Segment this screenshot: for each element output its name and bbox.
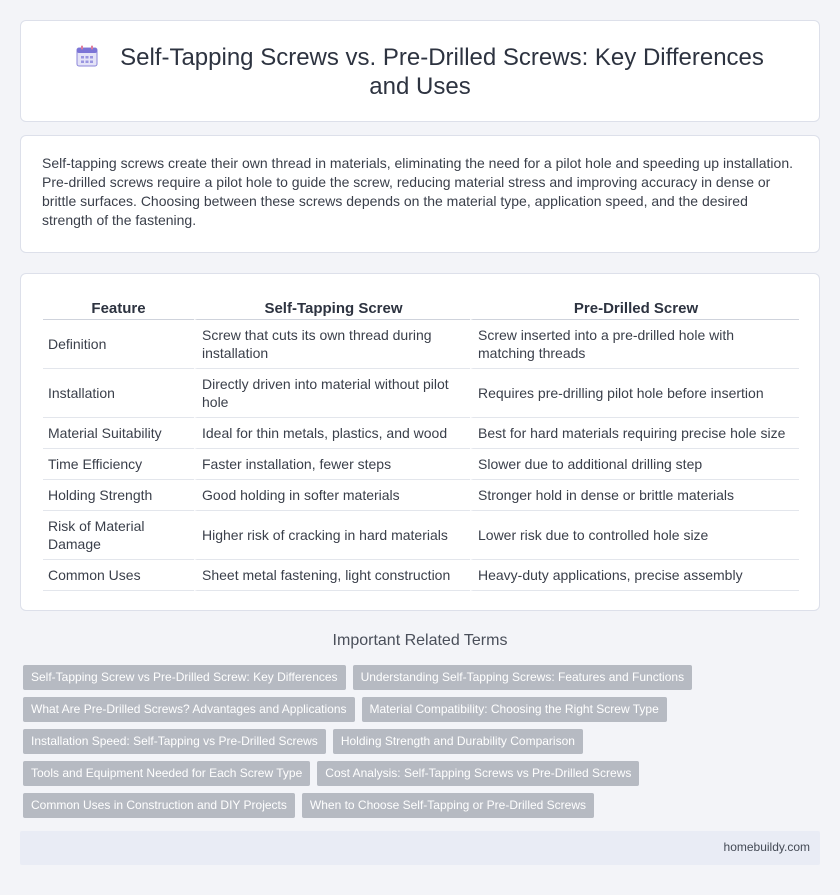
- intro-text: Self-tapping screws create their own thread in materials, eliminating the need for a pilot hole and speeding up installation. Pre-drilled screws require a pilot hole to guide the screw, reducing material stress and improving accuracy in dense or brittle surfaces. Choosing between these screws depends on the material type, application speed, and the desired strength of the fastening.: [42, 155, 793, 228]
- table-cell: Directly driven into material without pilot hole: [194, 369, 470, 418]
- tag-row: [23, 697, 823, 722]
- table-cell: Time Efficiency: [43, 449, 194, 480]
- table-cell: Risk of Material Damage: [43, 511, 194, 560]
- related-term-tag[interactable]: When to Choose Self-Tapping or Pre-Drilled Screws: [302, 793, 594, 818]
- comparison-table: [43, 296, 799, 591]
- table-cell: Ideal for thin metals, plastics, and wood: [194, 418, 470, 449]
- related-term-tag[interactable]: What Are Pre-Drilled Screws? Advantages and Applications: [23, 697, 355, 722]
- table-cell: Definition: [43, 320, 194, 369]
- table-cell: Requires pre-drilling pilot hole before insertion: [470, 369, 799, 418]
- table-cell: Good holding in softer materials: [194, 480, 470, 511]
- table-cell: Holding Strength: [43, 480, 194, 511]
- related-terms-list: [23, 665, 823, 825]
- footer-site-link[interactable]: homebuildy.com: [723, 840, 810, 854]
- table-cell: Slower due to additional drilling step: [470, 449, 799, 480]
- table-cell: Heavy-duty applications, precise assembly: [470, 560, 799, 591]
- table-cell: Stronger hold in dense or brittle materials: [470, 480, 799, 511]
- table-cell: Installation: [43, 369, 194, 418]
- table-row: [43, 511, 799, 560]
- tag-row: [23, 793, 823, 818]
- table-cell: Common Uses: [43, 560, 194, 591]
- comparison-table-card: [20, 273, 820, 611]
- table-header-cell: Self-Tapping Screw: [194, 296, 470, 320]
- table-cell: Higher risk of cracking in hard materials: [194, 511, 470, 560]
- table-row: [43, 560, 799, 591]
- calendar-icon: [76, 45, 98, 67]
- page-title: Self-Tapping Screws vs. Pre-Drilled Screws: Key Differences and Uses: [120, 44, 764, 100]
- title-card: [20, 20, 820, 122]
- intro-card: [20, 135, 820, 253]
- related-term-tag[interactable]: Tools and Equipment Needed for Each Screw Type: [23, 761, 310, 786]
- table-header-row: [43, 296, 799, 320]
- related-term-tag[interactable]: Installation Speed: Self-Tapping vs Pre-Drilled Screws: [23, 729, 326, 754]
- table-cell: Screw inserted into a pre-drilled hole with matching threads: [470, 320, 799, 369]
- related-term-tag[interactable]: Holding Strength and Durability Comparison: [333, 729, 583, 754]
- table-row: [43, 449, 799, 480]
- tag-row: [23, 665, 823, 690]
- related-terms-title: Important Related Terms: [332, 632, 508, 649]
- table-cell: Sheet metal fastening, light construction: [194, 560, 470, 591]
- table-row: [43, 320, 799, 369]
- footer: [20, 831, 820, 865]
- page-title-wrap: [61, 43, 779, 101]
- table-header-cell: Feature: [43, 296, 194, 320]
- table-cell: Screw that cuts its own thread during installation: [194, 320, 470, 369]
- tag-row: [23, 729, 823, 754]
- table-row: [43, 480, 799, 511]
- related-term-tag[interactable]: Cost Analysis: Self-Tapping Screws vs Pre-Drilled Screws: [317, 761, 639, 786]
- related-term-tag[interactable]: Material Compatibility: Choosing the Right Screw Type: [362, 697, 667, 722]
- table-cell: Faster installation, fewer steps: [194, 449, 470, 480]
- related-term-tag[interactable]: Common Uses in Construction and DIY Projects: [23, 793, 295, 818]
- table-cell: Best for hard materials requiring precise hole size: [470, 418, 799, 449]
- table-cell: Lower risk due to controlled hole size: [470, 511, 799, 560]
- table-cell: Material Suitability: [43, 418, 194, 449]
- table-row: [43, 418, 799, 449]
- table-header-cell: Pre-Drilled Screw: [470, 296, 799, 320]
- tag-row: [23, 761, 823, 786]
- table-row: [43, 369, 799, 418]
- related-term-tag[interactable]: Understanding Self-Tapping Screws: Features and Functions: [353, 665, 693, 690]
- related-term-tag[interactable]: Self-Tapping Screw vs Pre-Drilled Screw: Key Differences: [23, 665, 346, 690]
